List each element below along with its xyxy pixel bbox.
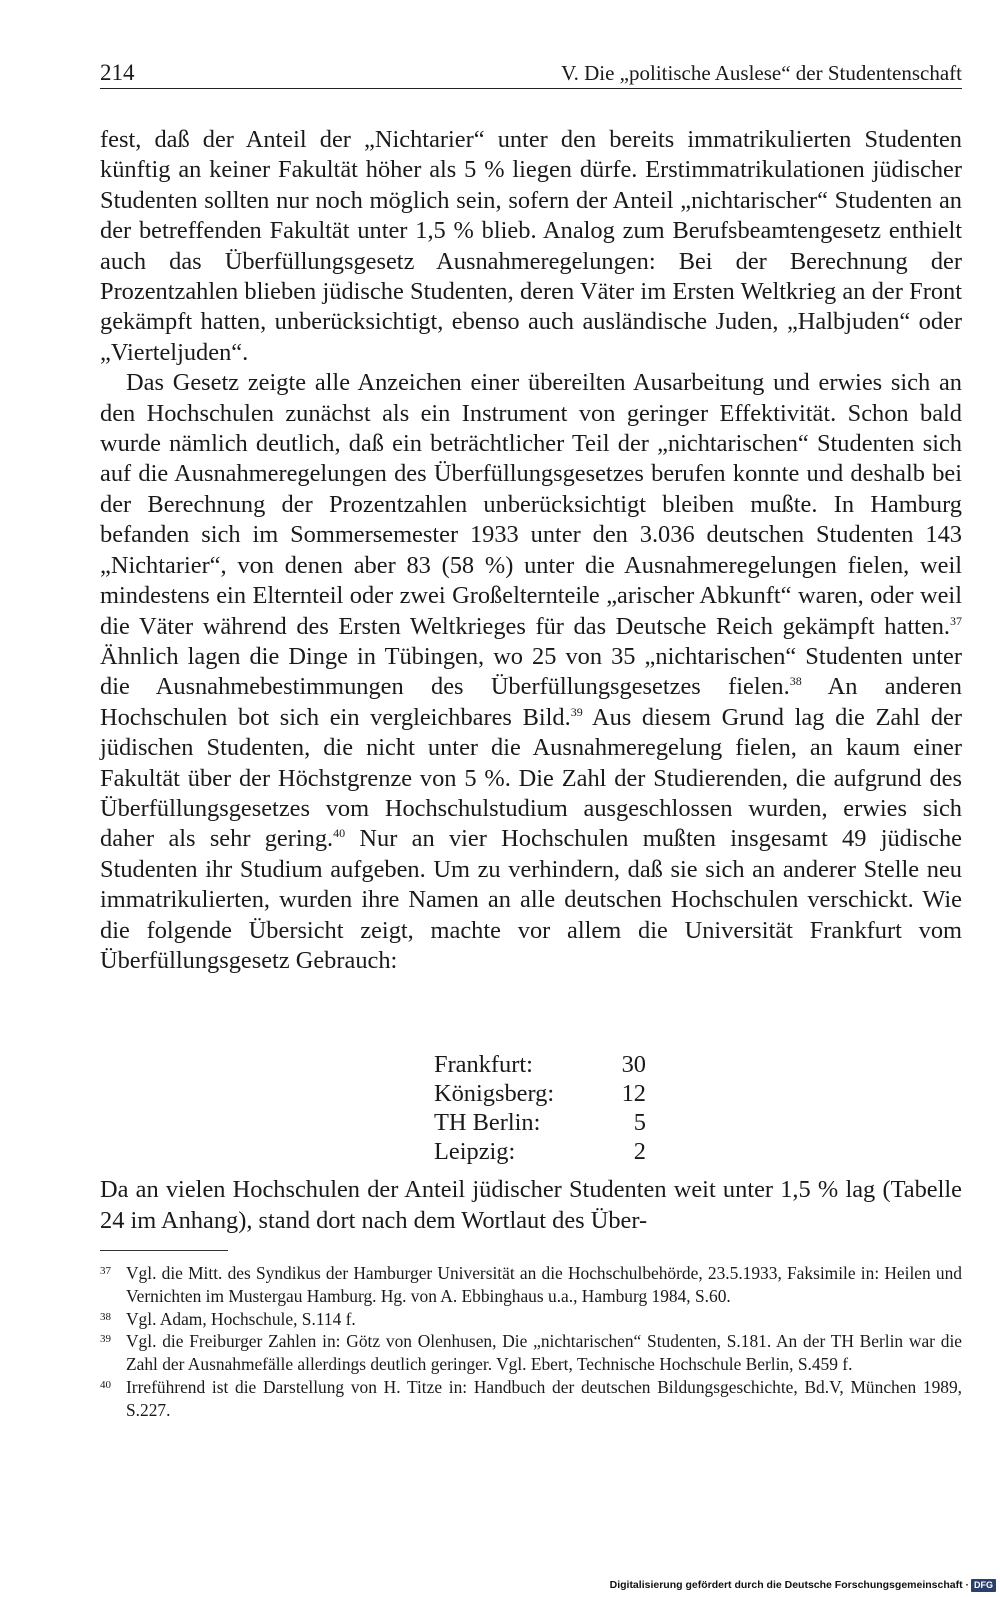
- footnote-mark: 39: [100, 1333, 111, 1346]
- paragraph-2-part-e: Nur an vier Hochschulen mußten insgesamt 49 jüdische Studenten ihr Studium aufgeben. Um zu verhindern, daß sie sich an anderer Stelle neu immatrikulierten, wurden ihre Namen an alle deutschen Hochschulen verschickt. Wie die folgende Übersicht zeigt, machte vor allem die Universität Frankfurt vom Überfüllungsgesetz Gebrauch:: [100, 825, 962, 974]
- university-table: [434, 1050, 646, 1166]
- table-city: TH Berlin:: [434, 1109, 541, 1136]
- footnote-ref-39[interactable]: 39: [570, 704, 583, 719]
- footnote-mark: 37: [100, 1265, 111, 1277]
- footnote-38: [100, 1308, 962, 1331]
- digitization-credit: [610, 1577, 996, 1593]
- table-count: 2: [633, 1138, 646, 1165]
- page-number: 214: [100, 60, 135, 85]
- paragraph-2-part-c: An anderen Hochschulen bot sich ein vergleichbares Bild.: [100, 673, 962, 731]
- table-row: [434, 1079, 646, 1108]
- table-row: [434, 1137, 646, 1166]
- credit-text: Digitalisierung gefördert durch die Deutsche Forschungsgemeinschaft ·: [609, 1579, 969, 1591]
- footnote-mark: 40: [100, 1378, 111, 1391]
- footnote-text: Irreführend ist die Darstellung von H. Titze in: Handbuch der deutschen Bildungsgeschichte, Bd.V, München 1989, S.227.: [126, 1376, 962, 1420]
- footnote-ref-40[interactable]: 40: [333, 826, 346, 841]
- footnote-text: Vgl. die Mitt. des Syndikus der Hamburger Universität an die Hochschulbehörde, 23.5.1933, Faksimile in: Heilen und Vernichten im Mustergau Hamburg. Hg. von A. Ebbinghaus u.a., Hamburg 1984, S.60.: [126, 1263, 962, 1306]
- footnote-ref-38[interactable]: 38: [789, 674, 802, 689]
- paragraph-2-part-b: Ähnlich lagen die Dinge in Tübingen, wo 25 von 35 „nichtarischen“ Studenten unter die Ausnahmebestimmungen des Überfüllungsgesetzes fielen.: [100, 642, 962, 701]
- table-row: [434, 1050, 646, 1079]
- main-text: [100, 125, 962, 976]
- running-title: V. Die „politische Auslese“ der Studentenschaft: [561, 61, 962, 85]
- table-count: 30: [621, 1051, 646, 1078]
- table-city: Leipzig:: [434, 1138, 516, 1165]
- footnote-ref-37[interactable]: 37: [950, 613, 962, 628]
- footnote-39: [100, 1330, 962, 1376]
- table-row: [434, 1108, 646, 1137]
- table-city: Königsberg:: [434, 1080, 555, 1107]
- table-city: Frankfurt:: [434, 1051, 533, 1078]
- footnote-divider: [100, 1250, 228, 1251]
- paragraph-3: Da an vielen Hochschulen der Anteil jüdischer Studenten weit unter 1,5 % lag (Tabelle 24 im Anhang), stand dort nach dem Wortlaut des Über-: [100, 1176, 962, 1234]
- footnote-mark: 38: [100, 1310, 111, 1323]
- footnote-text: Vgl. die Freiburger Zahlen in: Götz von Olenhusen, Die „nichtarischen“ Studenten, S.181. An der TH Berlin war die Zahl der Ausnahmefälle allerdings deutlich geringer. Vgl. Ebert, Technische Hochschule Berlin, S.459 f.: [126, 1331, 962, 1375]
- paragraph-2-part-a: Das Gesetz zeigte alle Anzeichen einer übereilten Ausarbeitung und erwies sich an den Hochschulen zunächst als ein Instrument von geringer Effektivität. Schon bald wurde nämlich deutlich, daß ein beträchtlicher Teil der „nichtarischen“ Studenten sich auf die Ausnahmeregelungen des Überfüllungsgesetzes berufen konnte und deshalb bei der Berechnung der Prozentzahlen unberücksichtigt bleiben mußte. In Hamburg befanden sich im Sommersemester 1933 unter den 3.036 deutschen Studenten 143 „Nichtarier“, von denen aber 83 (58 %) unter die Ausnahmeregelungen fielen, weil mindestens ein Elternteil oder zwei Großelternteile „arischer Abkunft“ waren, oder weil die Väter während des Ersten Weltkrieges für das Deutsche Reich gekämpft hatten.: [100, 369, 962, 640]
- dfg-logo: DFG: [971, 1579, 996, 1592]
- paragraph-1: fest, daß der Anteil der „Nichtarier“ unter den bereits immatrikulierten Studenten künftig an keiner Fakultät höher als 5 % liegen dürfe. Erstimmatrikulationen jüdischer Studenten sollten nur noch möglich sein, sofern der Anteil „nichtarischer“ Studenten an der betreffenden Fakultät unter 1,5 % blieb. Analog zum Berufsbeamtengesetz enthielt auch das Überfüllungsgesetz Ausnahmeregelungen: Bei der Berechnung der Prozentzahlen blieben jüdische Studenten, deren Väter im Ersten Weltkrieg an der Front gekämpft hatten, unberücksichtigt, ebenso auch ausländische Juden, „Halbjuden“ oder „Vierteljuden“.: [100, 126, 962, 366]
- footnote-40: [100, 1376, 962, 1422]
- table-count: 12: [621, 1080, 646, 1107]
- footnotes: [100, 1262, 962, 1422]
- footnote-37: [100, 1262, 962, 1308]
- paragraph-2-part-d: Aus diesem Grund lag die Zahl der jüdischen Studenten, die nicht unter die Ausnahmeregelung fielen, an kaum einer Fakultät über der Höchstgrenze von 5 %. Die Zahl der Studierenden, die aufgrund des Überfüllungsgesetzes vom Hochschulstudium ausgeschlossen wurden, erwies sich daher als sehr gering.: [100, 703, 962, 853]
- paragraph-2: [100, 368, 962, 976]
- footnote-text: Vgl. Adam, Hochschule, S.114 f.: [126, 1308, 356, 1329]
- table-count: 5: [633, 1109, 646, 1136]
- page-header: [100, 58, 962, 89]
